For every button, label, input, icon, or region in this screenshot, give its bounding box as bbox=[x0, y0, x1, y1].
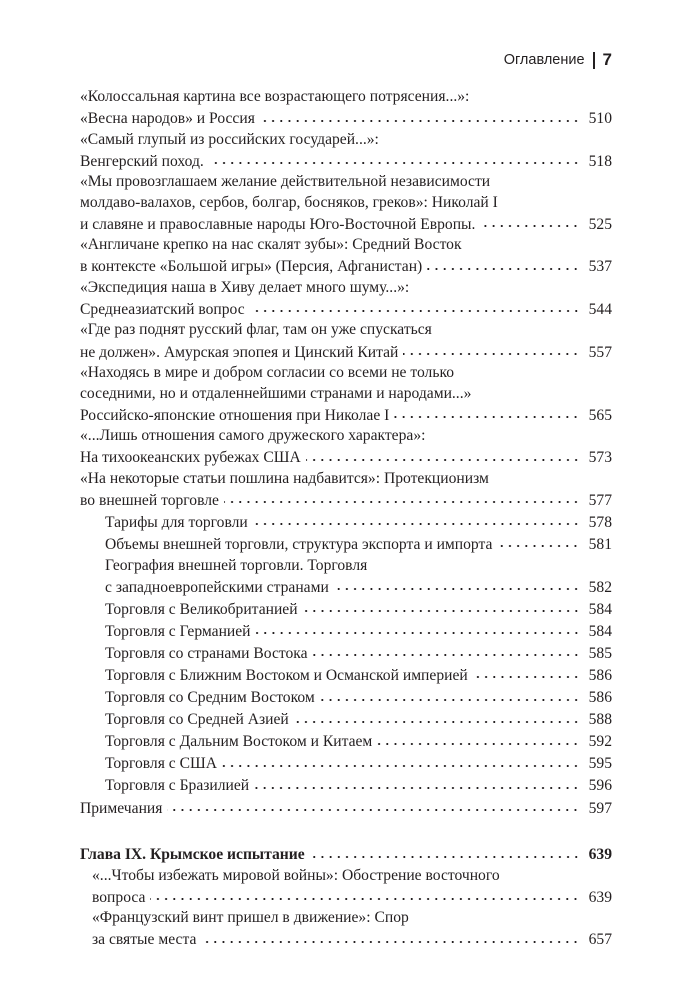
toc-entry-line: «На некоторые статьи пошлина надбавится»: Протекционизм bbox=[80, 469, 489, 487]
toc-entry-title: и славяне и православные народы Юго-Восточной Европы. bbox=[80, 215, 476, 233]
toc-page-number: 577 bbox=[588, 491, 612, 509]
toc-entry-line: «Самый глупый из российских государей...»: bbox=[80, 130, 379, 148]
toc-entry-last-line bbox=[105, 687, 612, 709]
dot-leader bbox=[222, 753, 580, 769]
toc-entry[interactable] bbox=[80, 687, 612, 709]
toc-entry[interactable] bbox=[80, 908, 612, 951]
dot-leader bbox=[403, 341, 580, 357]
dot-leader bbox=[209, 150, 580, 166]
toc-entry[interactable] bbox=[80, 87, 612, 130]
dot-leader bbox=[201, 929, 580, 945]
toc-entry-last-line bbox=[105, 753, 612, 775]
toc-entry-last-line bbox=[105, 731, 612, 753]
toc-entry-last-line bbox=[105, 576, 612, 598]
dot-leader bbox=[497, 533, 580, 549]
dot-leader bbox=[427, 256, 580, 272]
toc-entry-last-line bbox=[80, 797, 612, 819]
toc-page-number: 584 bbox=[588, 600, 612, 618]
toc-entry[interactable] bbox=[80, 556, 612, 599]
dot-leader bbox=[306, 447, 580, 463]
toc-entry-title: На тихоокеанских рубежах США bbox=[80, 449, 301, 467]
toc-entry[interactable] bbox=[80, 320, 612, 363]
toc-entry-title: Среднеазиатский вопрос bbox=[80, 300, 245, 318]
toc-page-number: 588 bbox=[588, 711, 612, 729]
toc-entry-title: Российско-японские отношения при Николае I bbox=[80, 406, 390, 424]
toc-page-number: 537 bbox=[588, 258, 612, 276]
toc-entry-last-line bbox=[92, 929, 612, 951]
toc-entry-last-line bbox=[80, 256, 612, 278]
toc-entry-title: Торговля со странами Востока bbox=[105, 644, 308, 662]
toc-entry-title: Торговля с Великобританией bbox=[105, 600, 298, 618]
dot-leader bbox=[313, 642, 580, 658]
toc-entry[interactable] bbox=[80, 511, 612, 533]
toc-entry-last-line bbox=[80, 447, 612, 469]
toc-entry-title: Торговля с США bbox=[105, 755, 217, 773]
toc-entry[interactable] bbox=[80, 775, 612, 797]
toc-entry-line: «Колоссальная картина все возрастающего потрясения...»: bbox=[80, 88, 470, 105]
toc-page-number: 582 bbox=[588, 578, 612, 596]
toc-entry-last-line bbox=[105, 664, 612, 686]
toc-entry-line: «...Чтобы избежать мировой войны»: Обострение восточного bbox=[92, 866, 500, 884]
running-header bbox=[504, 50, 612, 70]
toc-entry[interactable] bbox=[80, 426, 612, 469]
toc-entry-line: География внешней торговли. Торговля bbox=[105, 556, 368, 574]
toc-entry[interactable] bbox=[80, 235, 612, 278]
toc-page-number: 595 bbox=[588, 755, 612, 773]
toc-entry-title: Венгерский поход. bbox=[80, 152, 204, 170]
toc-entry-last-line bbox=[80, 108, 612, 130]
toc-page-number: 584 bbox=[588, 622, 612, 640]
toc-entry-line: «Находясь в мире и добром согласии со всеми не только bbox=[80, 364, 455, 382]
dot-leader bbox=[294, 709, 580, 725]
dot-leader bbox=[250, 298, 580, 314]
dot-leader bbox=[150, 886, 580, 902]
toc-entry[interactable] bbox=[80, 469, 612, 512]
toc-entry-line: соседними, но и отдаленнейшими странами и народами...» bbox=[80, 384, 472, 402]
toc-page-number: 510 bbox=[588, 110, 612, 128]
dot-leader bbox=[167, 797, 580, 813]
table-of-contents bbox=[80, 87, 612, 951]
toc-page-number: 581 bbox=[588, 536, 612, 554]
toc-entry-title: во внешней торговле bbox=[80, 491, 219, 509]
toc-entry[interactable] bbox=[80, 731, 612, 753]
toc-entry-title: Объемы внешней торговли, структура экспорта и импорта bbox=[105, 536, 493, 554]
toc-entry-title: за святые места bbox=[92, 931, 197, 949]
toc-entry[interactable] bbox=[80, 598, 612, 620]
toc-page-number: 565 bbox=[588, 406, 612, 424]
toc-entry-line: «Мы провозглашаем желание действительной независимости bbox=[80, 173, 491, 191]
toc-entry-last-line bbox=[105, 642, 612, 664]
toc-entry-title: Тарифы для торговли bbox=[105, 513, 248, 531]
toc-entry-line: «Где раз поднят русский флаг, там он уже спускаться bbox=[80, 321, 432, 339]
dot-leader bbox=[394, 404, 580, 420]
dot-leader bbox=[224, 489, 580, 505]
header-divider bbox=[593, 52, 595, 69]
toc-entry-line: «Французский винт пришел в движение»: Спор bbox=[92, 909, 409, 927]
toc-entry-title: Глава IX. Крымское испытание bbox=[80, 846, 305, 864]
toc-entry-last-line bbox=[105, 533, 612, 555]
toc-page-number: 597 bbox=[588, 799, 612, 817]
toc-page-number: 578 bbox=[588, 513, 612, 531]
dot-leader bbox=[254, 775, 580, 791]
toc-page-number: 525 bbox=[588, 215, 612, 233]
toc-entry[interactable] bbox=[80, 172, 612, 235]
dot-leader bbox=[480, 213, 580, 229]
toc-page-number: 585 bbox=[588, 644, 612, 662]
dot-leader bbox=[473, 664, 580, 680]
toc-entry-line: «...Лишь отношения самого дружеского характера»: bbox=[80, 427, 426, 445]
toc-entry-last-line bbox=[105, 598, 612, 620]
toc-entry-last-line bbox=[105, 775, 612, 797]
toc-page-number: 592 bbox=[588, 733, 612, 751]
toc-entry-last-line bbox=[80, 298, 612, 320]
toc-entry-last-line bbox=[105, 620, 612, 642]
toc-entry-title: Торговля с Германией bbox=[105, 622, 251, 640]
toc-entry[interactable] bbox=[80, 844, 612, 866]
toc-page-number: 544 bbox=[588, 300, 612, 318]
toc-entry[interactable] bbox=[80, 363, 612, 426]
dot-leader bbox=[334, 576, 580, 592]
toc-entry-last-line bbox=[80, 341, 612, 363]
toc-entry-line: «Англичане крепко на нас скалят зубы»: Средний Восток bbox=[80, 236, 462, 254]
toc-entry-title: не должен». Амурская эпопея и Цинский Китай bbox=[80, 343, 399, 361]
toc-page-number: 639 bbox=[588, 888, 612, 906]
toc-entry-title: Торговля с Ближним Востоком и Османской империей bbox=[105, 667, 468, 684]
toc-entry[interactable] bbox=[80, 797, 612, 819]
toc-entry-title: вопроса bbox=[92, 888, 146, 906]
toc-entry-last-line bbox=[105, 709, 612, 731]
toc-page-number: 573 bbox=[588, 449, 612, 467]
toc-entry-last-line bbox=[80, 404, 612, 426]
dot-leader bbox=[253, 511, 580, 527]
toc-entry[interactable] bbox=[80, 866, 612, 909]
page-number: 7 bbox=[602, 50, 612, 69]
toc-entry[interactable] bbox=[80, 620, 612, 642]
toc-entry-title: Примечания bbox=[80, 799, 163, 817]
toc-entry-last-line bbox=[80, 150, 612, 172]
toc-entry-title: с западноевропейскими странами bbox=[105, 578, 329, 596]
toc-entry[interactable] bbox=[80, 130, 612, 173]
toc-entry-title: Торговля с Дальним Востоком и Китаем bbox=[105, 733, 373, 751]
toc-entry[interactable] bbox=[80, 664, 612, 686]
toc-page-number: 657 bbox=[588, 931, 612, 949]
toc-entry-line: молдаво-валахов, сербов, болгар, босняков, греков»: Николай I bbox=[80, 193, 498, 211]
header-title: Оглавление bbox=[503, 52, 585, 68]
toc-entry[interactable] bbox=[80, 642, 612, 664]
dot-leader bbox=[260, 108, 580, 124]
toc-entry-title: в контексте «Большой игры» (Персия, Афганистан) bbox=[80, 258, 423, 276]
toc-entry-last-line bbox=[80, 213, 612, 235]
toc-entry-last-line bbox=[80, 489, 612, 511]
toc-entry-last-line bbox=[92, 886, 612, 908]
toc-page-number: 557 bbox=[588, 343, 612, 361]
toc-entry[interactable] bbox=[80, 753, 612, 775]
toc-entry-line: «Экспедиция наша в Хиву делает много шуму...»: bbox=[80, 278, 410, 296]
toc-entry-title: «Весна народов» и Россия bbox=[80, 110, 255, 128]
dot-leader bbox=[303, 598, 580, 614]
toc-entry-title: Торговля с Бразилией bbox=[105, 777, 250, 795]
toc-page-number: 596 bbox=[588, 777, 612, 795]
toc-entry[interactable] bbox=[80, 709, 612, 731]
dot-leader bbox=[310, 844, 580, 860]
toc-entry-title: Торговля со Средней Азией bbox=[105, 711, 289, 729]
toc-entry-last-line bbox=[80, 844, 612, 866]
dot-leader bbox=[377, 731, 580, 747]
toc-entry[interactable] bbox=[80, 533, 612, 555]
dot-leader bbox=[256, 620, 580, 636]
dot-leader bbox=[320, 687, 580, 703]
toc-page-number: 586 bbox=[588, 667, 612, 684]
toc-entry[interactable] bbox=[80, 278, 612, 321]
toc-page-number: 639 bbox=[588, 846, 612, 864]
toc-page-number: 518 bbox=[588, 152, 612, 170]
toc-entry-last-line bbox=[105, 511, 612, 533]
toc-entry-title: Торговля со Средним Востоком bbox=[105, 689, 315, 707]
toc-page-number: 586 bbox=[588, 689, 612, 707]
